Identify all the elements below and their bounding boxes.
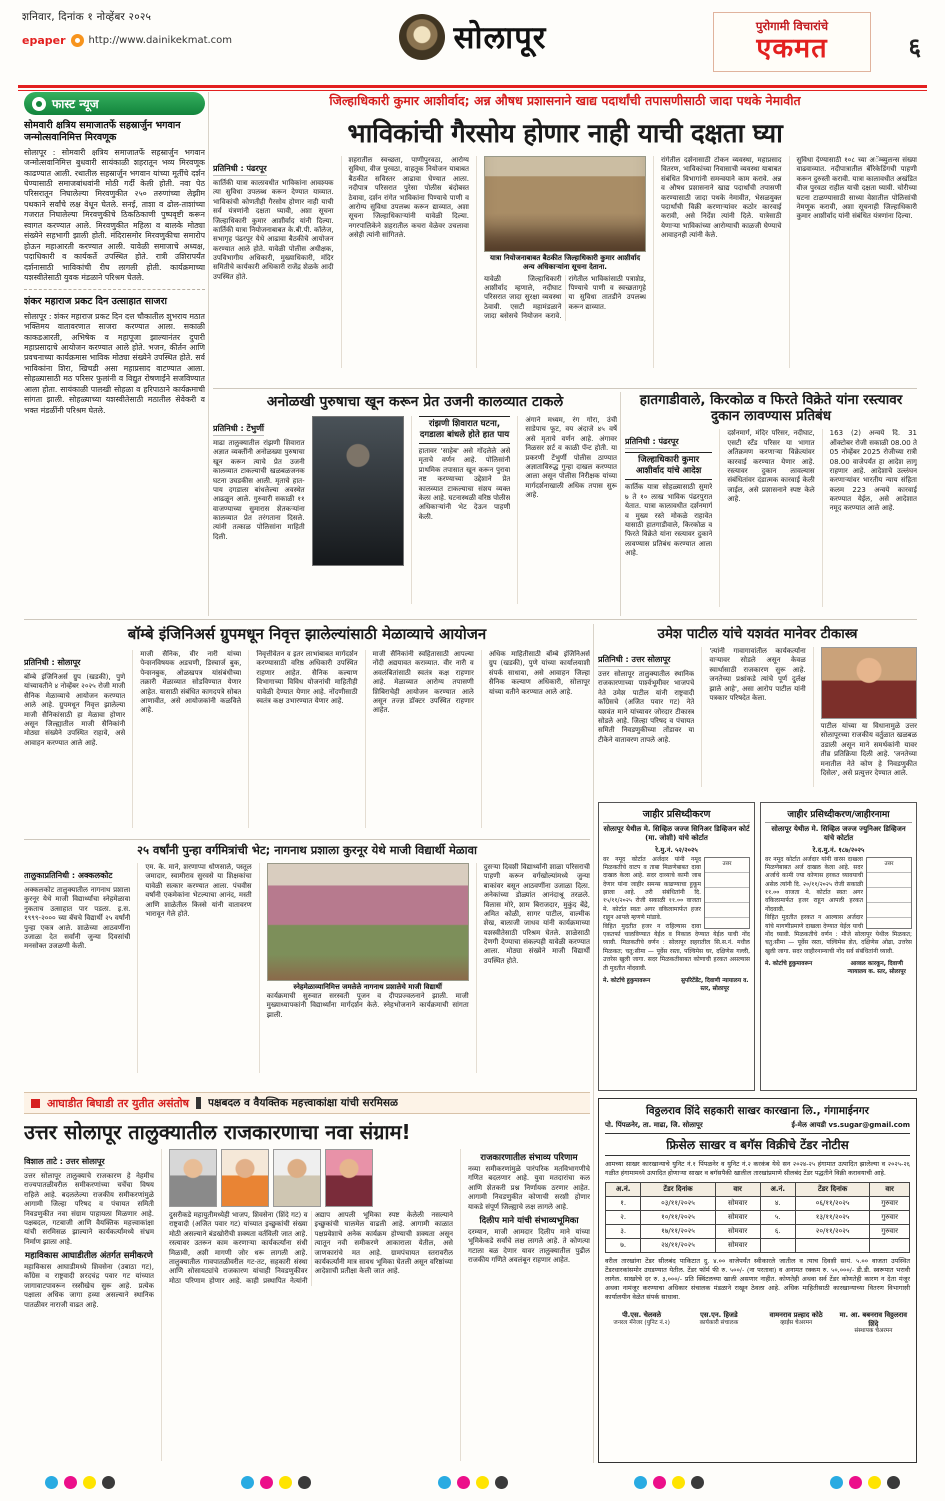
property-sketch [704, 857, 750, 929]
banner-red-text: आघाडीत बिघाडी तर युतीत असंतोष [47, 1096, 189, 1110]
table-cell: ०६/११/२०२५ [796, 1196, 870, 1210]
article-text: यावेळी जिल्हाधिकारी आशीर्वाद म्हणाले, नदीघाट परिसरात जादा सुरक्षा व्यवस्था ठेवावी. एसटी महामंडळाने जादा बसेसचे नियोजन करावे. रांगेतील भाविकांसाठी पत्राशेड, पिण्याचे पाणी व स्वच्छतागृहे या सुविधा तातडीने उपलब्ध करून द्याव्यात. [484, 274, 646, 320]
reunion-article [24, 843, 590, 1086]
notice-signature: मे. कोर्टाचे हुकुमावरून [603, 977, 651, 984]
table-cell: १. [606, 1196, 641, 1210]
brand-name: एकमत [756, 33, 828, 64]
byline: तालुकाप्रतिनिधी : अक्कलकोट [24, 870, 112, 883]
article-text: शहरातील स्वच्छता, पाणीपुरवठा, आरोग्य सुविधा, वीज पुरवठा, वाहतूक नियोजन याबाबत बैठकीत सविस्तर आढावा घेण्यात आला. नदीपात्र परिसरात पुरेसा पोलीस बंदोबस्त ठेवावा, दर्शन रांगेत भाविकांना पिण्याचे पाणी व आरोग्य सुविधा उपलब्ध करून द्याव्यात, अशा सूचना जिल्हाधिकाऱ्यांनी यावेळी दिल्या. नगरपालिकेने शहरातील कचरा वेळेवर उचलावा असेही त्यांनी सांगितले. [348, 156, 469, 239]
table-header: टेंडर दिनांक [641, 1182, 715, 1196]
article-text: माढा तालुक्यातील रांझणी शिवारात अज्ञात व्यक्तींनी अनोळख्या पुरुषाचा खून करून त्याचे प्रेत उजनी कालव्यात टाकल्याची खळबळजनक घटना उघडकीस आली. मृताचे हात-पाय दगडाला बांधलेल्या अवस्थेत आढळून आले. गुरुवारी सकाळी ११ वाजण्याच्या सुमारास शेतकऱ्यांना कालव्यात प्रेत तरंगताना दिसले. त्यांनी तत्काळ पोलिसांना माहिती दिली. [213, 439, 305, 541]
article-text: अक्कलकोट तालुक्यातील नागनाथ प्रशाला कुरनूर येथे माजी विद्यार्थ्यांचा स्नेहमेळावा नुकताच उत्साहात पार पडला. इ.स. १९९९-२००० च्या बॅचचे विद्यार्थी २५ वर्षांनी पुन्हा एकत्र आले. शाळेच्या आठवणींना उजाळा देत सर्वांनी जुन्या दिवसांची मनसोक्त उजळणी केली. [24, 886, 131, 951]
article-text: एम. के. माने, शरणाप्पा धोणसाले, पस्तूल जमादार, स्वामीराव सुरवसे या शिक्षकांचा यावेळी सत्कार करण्यात आला. पंचवीस वर्षांनी एकमेकांना भेटल्याचा आनंद, मस्ती आणि शाळेतील किस्से यांनी वातावरण भारावून गेले होते. [145, 863, 252, 918]
cyan-dot-icon [241, 1476, 254, 1489]
murder-article [213, 392, 617, 616]
black-dot-icon [887, 1476, 900, 1489]
politician-photo [221, 1149, 269, 1207]
table-cell: सोमवार [715, 1196, 760, 1210]
politics-article [24, 1118, 590, 1463]
organization-email: ई-मेल आयडी vs.sugar@gmail.com [791, 1121, 910, 1129]
umesh-patil-photo [821, 647, 917, 719]
table-row [606, 1238, 910, 1252]
fast-news-title: फास्ट न्यूज [52, 97, 99, 111]
article-headline: हातगाडीवाले, किरकोळ व फिरते विक्रेते यांना रस्त्यावर दुकान लावण्यास प्रतिबंध [639, 392, 903, 425]
brand-box [713, 12, 871, 72]
column-rule [620, 392, 621, 616]
lead-kicker: जिल्हाधिकारी कुमार आशीर्वाद; अन्न औषध प्रशासनाने खाद्य पदार्थांची तपासणीसाठी जादा पथके नेमावीत [329, 93, 801, 108]
registration-dot-group [438, 1476, 508, 1489]
article-text: 'त्यांनी गावागावांतील कार्यकर्त्यांना वाऱ्यावर सोडले असून केवळ स्वार्थासाठी राजकारण सुरू आहे. जनतेच्या प्रश्नांकडे त्यांचे पूर्ण दुर्लक्ष झाले आहे', असा आरोप पाटील यांनी पत्रकार परिषदेत केला. [709, 647, 806, 702]
divider [213, 388, 917, 389]
notice-text: वर नमूद कोर्टात अर्जदार यांनी वारस दाखला मिळणेबाबत अर्ज दाखल केला आहे. सदर अर्जाचे कामी ज्या कोणास हरकत घ्यावयाची असेल त्यांनी दि. २०/११/२०२५ रोजी सकाळी ११.०० वाजता मे. कोर्टात स्वतः अगर वकिलामार्फत हजर राहून आपली हरकत नोंदवावी. [765, 855, 863, 913]
table-cell: २. [606, 1210, 641, 1224]
legal-notice [598, 802, 755, 1091]
signatory-role: जनरल मॅनेजर (युनिट नं.२) [613, 1319, 670, 1326]
fast-news-headline: शंकर महाराज प्रकट दिन उत्साहात साजरा [24, 296, 167, 308]
notice-title: जाहीर प्रसिध्दीकरण [603, 807, 750, 823]
article-text: कार्तिकी यात्रा कालावधीत भाविकांना आवश्यक त्या सुविधा उपलब्ध करून देण्यात याव्यात. भाविकांची कोणतीही गैरसोय होणार नाही याची सर्व यंत्रणांनी दक्षता घ्यावी, अशा सूचना जिल्हाधिकारी कुमार आशीर्वाद यांनी दिल्या. कार्तिकी यात्रा नियोजनाबाबत के.बी.पी. कॉलेज, सभागृह पंढरपूर येथे आढावा बैठकीचे आयोजन करण्यात आले होते. यावेळी पोलीस अधीक्षक, उपविभागीय अधिकारी, मुख्याधिकारी, मंदिर समितीचे कार्यकारी अधिकारी राजेंद्र शेळके आदी उपस्थित होते. [213, 179, 334, 281]
article-text: माजी सैनिक, वीर नारी यांच्या पेन्शनविषयक अडचणी, डिस्चार्ज बुक, पेन्शनबुक, ओळखपत्र यांसंबंधीच्या तक्रारी मेळाव्यात सोडविण्यात येणार आहेत. यासाठी संबंधित कागदपत्रे सोबत आणावीत, असे आयोजकांनी कळविले आहे. [140, 650, 242, 715]
magenta-dot-icon [457, 1476, 470, 1489]
article-headline: बॉम्बे इंजिनिअर्स ग्रुपमधून निवृत्त झालेल्यांसाठी मेळाव्याचे आयोजन [127, 625, 487, 643]
article-text: महाविकास आघाडीमध्ये शिवसेना (उबाठा गट), काँग्रेस व राष्ट्रवादी शरदचंद्र पवार गट यांच्यात जागावाटपावरून रस्सीखेच सुरू आहे. प्रत्येक पक्षाला अधिक जागा हव्या असल्याने स्थानिक पातळीवर नाराजी वाढत आहे. [24, 1263, 154, 1309]
sketch-label: उत्तर [722, 860, 732, 867]
table-row [606, 1224, 910, 1238]
lead-headline: भाविकांची गैरसोय होणार नाही याची दक्षता घ्या [347, 119, 783, 149]
yellow-dot-icon [83, 1476, 96, 1489]
black-dot-icon [298, 1476, 311, 1489]
table-cell [796, 1238, 870, 1252]
sketch-label: उत्तर [884, 860, 894, 867]
sub-headline: महाविकास आघाडीतील अंतर्गत समीकरणे [25, 1251, 153, 1261]
article-text: सुविधा देण्यासाठी १०८ च्या अॅम्ब्युलन्स संख्या वाढवाव्यात. नदीपात्रातील बॅरिकेडिंगची पाहणी करून दुरुस्ती करावी. यात्रा कालावधीत अखंडित वीज पुरवठा राहील याची दक्षता घ्यावी. चोरीच्या घटना टाळण्यासाठी साध्या वेशातील पोलिसांची नेमणूक करावी, अशा सूचनाही जिल्हाधिकारी कुमार आशीर्वाद यांनी संबंधित यंत्रणांना दिल्या. [796, 156, 917, 221]
article-text: 163 (2) अन्वये दि. 31 ऑक्टोबर रोजी सकाळी 08.00 ते 05 नोव्हेंबर 2025 रोजीच्या रात्री 08.00 वाजेपर्यंत हा आदेश लागू राहणार आहे. आदेशाचे उल्लंघन करणाऱ्यांवर भारतीय न्याय संहिता कलम 223 अन्वये कारवाई करण्यात येईल, असे आदेशात नमूद करण्यात आले आहे. [829, 429, 917, 513]
table-cell: सोमवार [715, 1238, 760, 1252]
byline: प्रतिनिधी : टेंभुर्णी [213, 423, 264, 436]
article-headline: उमेश पाटील यांचे यशवंत मानेवर टीकास्त्र [657, 626, 858, 642]
sub-headline: राजकारणातील संभाव्य परिणाम [480, 1153, 578, 1163]
tender-terms: वरील तारखांना टेंडर सीलबंद पाकिटात दु. ४.०० वाजेपर्यंत स्वीकारले जातील व त्याच दिवशी सायं. ५.०० वाजता उपस्थित टेंडरधारकांसमोर उघडण्यात येतील. टेंडर फॉर्म फी रु. ५००/- (ना परतावा) व अनामत रक्कम रु. ५०,०००/- डी.डी. स्वरूपात भरावी लागेल. साखरेचे दर रु. ३,०००/- प्रति क्विंटलच्या खाली असणार नाहीत. कोणतेही अथवा सर्व टेंडर कोणतेही कारण न देता मंजूर अथवा नामंजूर करण्याचा अधिकार संचालक मंडळाने राखून ठेवला आहे. अधिक माहितीसाठी कारखान्याच्या वितरण विभागाशी कार्यालयीन वेळेत संपर्क साधावा. [605, 1256, 910, 1301]
article-text: उत्तर सोलापूर तालुक्याचे राजकारण हे नेहमीच राज्यपातळीवरील समीकरणांच्या चर्चेचा विषय राहिले आहे. बदललेल्या राजकीय समीकरणांमुळे आगामी जिल्हा परिषद व पंचायत समिती निवडणुकीत नवा संग्राम पाहायला मिळणार आहे. पक्षबदल, गटबाजी आणि वैयक्तिक महत्त्वाकांक्षा यांची सरमिसळ झाल्याने कार्यकर्त्यांमध्ये संभ्रम निर्माण झाला आहे. [24, 1172, 154, 1246]
table-cell: गुरुवार [870, 1196, 910, 1210]
table-header: अ.नं. [606, 1182, 641, 1196]
notice-court: सोलापूर येथील मे. सिव्हिल जज्ज ज्युनिअर डिव्हिजन यांचे कोर्टात [771, 825, 906, 842]
black-dot-icon [495, 1476, 508, 1489]
notice-text: वर नमूद कोर्टात अर्जदार यांनी नमूद मिळकतीचे वाटप व ताबा मिळणेबाबत दावा दाखल केला आहे. सदर दाव्याचे कामी जाब देणार यांना जाहीर समन्स काढण्याचा हुकूम झाला आहे. तरी संबंधितांनी दि. १५/११/२०२५ रोजी सकाळी ११.०० वाजता मे. कोर्टात स्वतः अगर वकिलामार्फत हजर राहून आपले म्हणणे मांडावे. [603, 855, 701, 922]
fast-news-body: सोलापूर : शंकर महाराज प्रकट दिन दत्त चौकातील शुभराय मठात भक्तिमय वातावरणात साजरा करण्यात आला. सकाळी काकडआरती, अभिषेक व महापूजा झाल्यानंतर दुपारी महाप्रसादाचे आयोजन करण्यात आले होते. भजन, कीर्तन आणि प्रवचनाच्या कार्यक्रमास भाविक मोठ्या संख्येने उपस्थित होते. सर्व भाविकांना शिरा, खिचडी असा महाप्रसाद वाटण्यात आला. सोहळ्यासाठी मठ परिसर फुलांनी व विद्युत रोषणाईने सजविण्यात आला होता. सायंकाळी पालखी सोहळा व हरिपाठाने कार्यक्रमाची सांगता झाली. सोहळ्याच्या यशस्वीतेसाठी मठातील सेवेकरी व भक्त मंडळींनी परिश्रम घेतले. [24, 311, 205, 415]
table-row [606, 1210, 910, 1224]
epaper-icon [71, 34, 84, 47]
politics-banner [24, 1092, 590, 1114]
tender-notice [598, 1098, 917, 1463]
byline: प्रतिनिधी : पंढरपूर [625, 436, 679, 449]
divider [24, 619, 917, 620]
umesh-patil-article [598, 624, 917, 798]
notice-case-number: रे.द.मु.नं. १८७/२०२५ [812, 845, 865, 854]
signatory-name: पी.एस. चेलवले [622, 1310, 662, 1319]
yellow-dot-icon [672, 1476, 685, 1489]
column-rule [208, 92, 209, 616]
fast-news-item [24, 296, 205, 416]
photo-caption: स्नेहमेळाव्यानिमित्त जमलेले नागनाथ प्रशालेचे माजी विद्यार्थी [293, 983, 442, 991]
table-cell: सोमवार [715, 1224, 760, 1238]
notice-signature: मे. कोर्टाचे हुकुमावरून [765, 961, 813, 968]
article-text: बॉम्बे इंजिनिअर्स ग्रुप (खडकी), पुणे यांच्यावतीने ४ नोव्हेंबर २०२५ रोजी माजी सैनिक मेळाव्याचे आयोजन करण्यात आले आहे. ग्रुपमधून निवृत्त झालेल्या माजी सैनिकांसाठी हा मेळावा होणार असून जिल्ह्यातील माजी सैनिकांनी मोठ्या संख्येने उपस्थित राहावे, असे आवाहन करण्यात आले आहे. [24, 673, 126, 747]
notice-text: विहित मुदतीत हरकत न आल्यास अर्जदार यांचे मागणीप्रमाणे दाखला देण्यात येईल याची नोंद घ्यावी. मिळकतीचे वर्णन : मौजे सोलापूर येथील मिळकत; चतु:सीमा — पूर्वेस रस्ता, पश्चिमेस शेत, दक्षिणेस ओढा, उत्तरेस खुली जागा. सदर जाहीरनाम्याची नोंद सर्व संबंधितांनी घ्यावी. [765, 914, 912, 955]
table-cell [870, 1238, 910, 1252]
property-sketch [866, 857, 912, 929]
divider [24, 839, 590, 840]
article-text: दुसरीकडे महायुतीमध्येही भाजप, शिवसेना (शिंदे गट) व राष्ट्रवादी (अजित पवार गट) यांच्यात इच्छुकांची संख्या मोठी असल्याने बंडखोरीची शक्यता वर्तविली जात आहे. रस्त्यावर उतरून काम करणाऱ्या कार्यकर्त्यांना संधी मिळावी, अशी मागणी जोर धरू लागली आहे. तालुक्यातील गावपातळीवरील गट-तट, सहकारी संस्था आणि सोसायट्यांचे राजकारण यांचाही निवडणुकीवर मोठा परिणाम होणार आहे. काही प्रस्थापित नेत्यांनी अद्याप आपली भूमिका स्पष्ट केलेली नसल्याने इच्छुकांची घालमेल वाढली आहे. आगामी काळात पक्षप्रवेशाचे अनेक कार्यक्रम होण्याची शक्यता असून त्यातून नवी समीकरणे आकाराला येतील, असे जाणकारांचे मत आहे. ग्रामपंचायत स्तरावरील कार्यकर्त्यांनी मात्र सावध भूमिका घेतली असून वरिष्ठांच्या आदेशाची प्रतीक्षा केली जात आहे. [169, 1211, 453, 1285]
byline: प्रतिनिधी : उत्तर सोलापूर [598, 654, 670, 667]
reunion-group-photo [267, 863, 469, 981]
magenta-dot-icon [653, 1476, 666, 1489]
cyan-dot-icon [45, 1476, 58, 1489]
article-text: माजी सैनिकांनी स्वहितासाठी आपल्या नोंदी अद्ययावत कराव्यात. वीर नारी व अवलंबितांसाठी स्वतंत्र कक्ष राहणार आहे. मेळाव्यात आरोग्य तपासणी शिबिराचेही आयोजन करण्यात आले असून तज्ज्ञ डॉक्टर उपस्थित राहणार आहेत. [372, 650, 474, 715]
fast-news-body: सोलापूर : सोमवारी क्षत्रिय समाजातर्फे सहस्रार्जुन भगवान जन्मोत्सवानिमित्त बुधवारी सायंकाळी शहरातून भव्य मिरवणूक काढण्यात आली. रथातील सहस्रार्जुन भगवान यांच्या मूर्तीचे दर्शन घेण्यासाठी समाजबांधवांनी मोठी गर्दी केली होती. नवा पेठ परिसरातून निघालेल्या मिरवणुकीत २५० तरुणांच्या लेझीम पथकाने सर्वांचे लक्ष वेधून घेतले. सनई, ताशा व ढोल-ताशांच्या गजरात निघालेल्या मिरवणुकीचे ठिकठिकाणी पुष्पवृष्टी करून स्वागत करण्यात आले. मिरवणुकीत महिला व बालके मोठ्या संख्येने सहभागी झाली होती. मंदिरासमोर मिरवणुकीचा समारोप होऊन महाआरती करण्यात आली. यावेळी समाजाचे अध्यक्ष, पदाधिकारी व कार्यकर्ते उपस्थित होते. रात्री उशिरापर्यंत दर्शनासाठी भाविकांची रीघ लागली होती. कार्यक्रमाच्या यशस्वीतेसाठी युवक मंडळाने परिश्रम घेतले. [24, 147, 205, 282]
notice-court: सोलापूर येथील मे. सिव्हिल जज्ज सिनिअर डिव्हिजन कोर्ट (मा. जोशी) यांचे कोर्टात [603, 825, 750, 842]
byline: प्रतिनिधी : सोलापूर [24, 657, 80, 670]
epaper-label[interactable]: epaper [22, 34, 66, 47]
registration-dot-group [830, 1476, 900, 1489]
signatory-name: एस.एन. हिजडे [700, 1310, 738, 1319]
signatory-role: व्हाईस चेअरमन [780, 1319, 813, 1326]
article-text: पाटील यांच्या या विधानामुळे उत्तर सोलापूरच्या राजकीय वर्तुळात खळबळ उडाली असून माने समर्थकांनी यावर तीव्र प्रतिक्रिया दिली आहे. 'जनतेच्या मनातील नेते कोण हे निवडणुकीत दिसेल', असे प्रत्युत्तर देण्यात आले. [820, 722, 917, 777]
fast-news-headline: सोमवारी क्षत्रिय समाजातर्फे सहस्रार्जुन भगवान जन्मोत्सवानिमित्त मिरवणूक [24, 120, 181, 144]
header-rule [18, 85, 927, 91]
magenta-dot-icon [64, 1476, 77, 1489]
signatory-name: वामनराव प्रल्हाद कोठे [769, 1310, 823, 1319]
page-header [18, 6, 927, 82]
table-header: अ.नं. [760, 1182, 795, 1196]
table-cell: ३. [606, 1224, 641, 1238]
crime-scene-photo [312, 416, 404, 566]
column-rule [593, 624, 594, 1463]
divider [24, 289, 205, 290]
politician-photo [325, 1149, 373, 1207]
politician-photos [169, 1149, 453, 1207]
notice-signature: सुपरिटेंडेंट, दिवाणी न्यायालय व. स्तर, सोलापूर [680, 977, 749, 992]
vendor-ban-article [625, 392, 917, 616]
black-dot-icon [102, 1476, 115, 1489]
tender-subject: फ्रिसेल साखर व बगॅस विक्रीचे टेंडर नोटीस [605, 1133, 910, 1156]
table-cell: ६. [760, 1224, 795, 1238]
registration-dot-group [241, 1476, 311, 1489]
meeting-photo [484, 156, 646, 252]
signatory [837, 1311, 910, 1336]
signatory [605, 1311, 678, 1336]
article-text: उत्तर सोलापूर तालुक्यातील स्थानिक राजकारणाच्या पार्श्वभूमीवर भाजपचे नेते उमेश पाटील यांनी राष्ट्रवादी काँग्रेसचे (अजित पवार गट) नेते यशवंत माने यांच्यावर जोरदार टीकास्त्र सोडले आहे. जिल्हा परिषद व पंचायत समिती निवडणुकीच्या तोंडावर या टीकेने वातावरण तापले आहे. [598, 670, 695, 744]
table-row [606, 1196, 910, 1210]
signatory [760, 1311, 833, 1336]
table-header: वार [870, 1182, 910, 1196]
black-dot-icon [691, 1476, 704, 1489]
fast-news-icon [32, 97, 46, 111]
masthead-logo-icon [399, 14, 445, 60]
table-cell [760, 1238, 795, 1252]
magenta-dot-icon [260, 1476, 273, 1489]
cyan-dot-icon [830, 1476, 843, 1489]
yellow-dot-icon [279, 1476, 292, 1489]
fast-news-item [24, 120, 205, 283]
website-link[interactable]: http://www.dainikekmat.com [88, 35, 233, 46]
banner-bullet-icon [31, 1099, 40, 1108]
article-text: दर्शनमार्ग, मंदिर परिसर, नदीघाट, एसटी स्टँड परिसर या भागात अतिक्रमण करणाऱ्या विक्रेत्यांवर कारवाई करण्यात येणार आहे. रस्त्यावर दुकान लावल्यास संबंधितांवर दंडात्मक कारवाई केली जाईल, असे प्रशासनाने स्पष्ट केले आहे. [727, 429, 815, 503]
notice-text: विहित मुदतीत हजर न राहिल्यास दावा एकतर्फा चालविण्यात येईल व निकाल देण्यात येईल याची नोंद घ्यावी. मिळकतीचे वर्णन : सोलापूर शहरातील सि.स.नं. मधील मिळकत; चतु:सीमा — पूर्वेस रस्ता, पश्चिमेस घर, दक्षिणेस गल्ली, उत्तरेस खुली जागा. सदर मिळकतीबाबत कोणाची हरकत असल्यास ती मुदतीत नोंदवावी. [603, 922, 750, 972]
date-block [22, 10, 232, 47]
sub-headline: दिलीप माने यांची संभाव्यभूमिका [479, 1215, 579, 1226]
signatory [682, 1311, 755, 1336]
banner-separator-icon [196, 1097, 201, 1109]
article-text: अधिक माहितीसाठी बॉम्बे इंजिनिअर्स ग्रुप (खडकी), पुणे यांच्या कार्यालयाशी संपर्क साधावा, असे आवाहन जिल्हा सैनिक कल्याण अधिकारी, सोलापूर यांच्या वतीने करण्यात आले आहे. [488, 650, 590, 696]
legal-notices [598, 802, 917, 1091]
photo-caption: यात्रा नियोजनाबाबत बैठकीत जिल्हाधिकारी कुमार आशीर्वाद अन्य अधिकाऱ्यांना सूचना देताना. [489, 254, 641, 271]
page-number: ६ [908, 33, 921, 61]
article-text: नव्या समीकरणांमुळे पारंपरिक मतविभागणीचे गणित बदलणार आहे. युवा मतदारांचा कल आणि शेतकरी प्रश्न निर्णायक ठरणार आहेत. आगामी निवडणुकीत कोणाची सरशी होणार याकडे संपूर्ण जिल्ह्याचे लक्ष लागले आहे. [468, 1165, 590, 1211]
tender-intro: आमच्या साखर कारखान्याचे युनिट नं.१ पिंपळनेर व युनिट नं.२ करकंब येथे सन २०२४-२५ हंगामात उत्पादित झालेल्या व २०२५-२६ गळीत हंगामामध्ये उत्पादित होणाऱ्या साखर व बगॅसपैकी खालील तारखांप्रमाणे सीलबंद टेंडर पद्धतीने विक्री करावयाची आहे. [605, 1160, 910, 1177]
article-text: दुसऱ्या दिवशी विद्यार्थ्यांनी शाळा परिसराची पाहणी करून वर्गखोल्यांमध्ये जुन्या बाकांवर बसून आठवणींना उजाळा दिला. अनेकांच्या डोळ्यांत आनंदाश्रू तरळले. विलास मोरे, शाम बिराजदार, मुकुंद बेंद्रे, अमित कोळी, सागर पाटील, वाल्मीक शेख, बालाजी जाधव यांनी कार्यक्रमाच्या यशस्वीतेसाठी परिश्रम घेतले. शाळेसाठी देणगी देण्याचा संकल्पही यावेळी करण्यात आला. मोठ्या संख्येने माजी विद्यार्थी उपस्थित होते. [483, 863, 590, 965]
table-cell: ५. [760, 1210, 795, 1224]
byline: विशाल ताटे : उत्तर सोलापूर [24, 1156, 105, 1169]
cyan-dot-icon [438, 1476, 451, 1489]
table-header: वार [715, 1182, 760, 1196]
yellow-dot-icon [476, 1476, 489, 1489]
byline: प्रतिनिधी : पंढरपूर [213, 163, 267, 176]
table-cell: ४. [760, 1196, 795, 1210]
notice-title: जाहीर प्रसिध्दीकरण/जाहीरनामा [765, 807, 912, 823]
registration-dot-group [634, 1476, 704, 1489]
table-cell: १७/११/२०२५ [641, 1224, 715, 1238]
table-cell: ७. [606, 1238, 641, 1252]
table-cell: २०/११/२०२५ [796, 1224, 870, 1238]
article-headline: अनोळखी पुरुषाचा खून करून प्रेत उजनी कालव्यात टाकले [266, 394, 564, 410]
signatory-name: मा. आ. बबनराव विठ्ठलराव शिंदे [839, 1310, 908, 1328]
table-header: टेंडर दिनांक [796, 1182, 870, 1196]
organization-name: विठ्ठलराव शिंदे सहकारी साखर कारखाना लि., गंगामाईनगर [646, 1105, 869, 1117]
article-text: रांगेतील दर्शनासाठी टोकन व्यवस्था, महाप्रसाद वितरण, भाविकांच्या निवासाची व्यवस्था याबाबत संबंधित विभागांनी समन्वयाने काम करावे. अन्न व औषध प्रशासनाने खाद्य पदार्थांची तपासणी करण्यासाठी जादा पथके नेमावीत, भेसळयुक्त पदार्थांची विक्री करणाऱ्यांवर कठोर कारवाई करावी, असे निर्देश त्यांनी दिले. यात्रेसाठी येणाऱ्या भाविकांच्या आरोग्याची काळजी घेण्याचे आवाहनही त्यांनी केले. [661, 156, 782, 239]
article-text: कार्यक्रमाची सुरुवात सरस्वती पूजन व दीपप्रज्वलनाने झाली. माजी मुख्याध्यापकांनी विद्यार्थ्यांना मार्गदर्शन केले. स्नेहभोजनाने कार्यक्रमाची सांगता झाली. [266, 991, 469, 1019]
table-cell: गुरुवार [870, 1210, 910, 1224]
article-text: दरम्यान, माजी आमदार दिलीप माने यांच्या भूमिकेकडे सर्वांचे लक्ष लागले आहे. ते कोणत्या गटाला बळ देणार यावर तालुक्यातील पुढील राजकीय गणिते अवलंबून राहणार आहेत. [468, 1227, 590, 1264]
sub-headline: रांझणी शिवारात घटना, दगडाला बांधले होते हात पाय [419, 416, 511, 444]
table-cell: गुरुवार [870, 1224, 910, 1238]
registration-dot-group [45, 1476, 115, 1489]
table-cell: १३/११/२०२५ [796, 1210, 870, 1224]
signatory-role: संस्थापक चेअरमन [854, 1328, 893, 1335]
politician-photo [273, 1149, 321, 1207]
registration-marks [45, 1476, 900, 1489]
article-text: कार्तिक यात्रा सोहळ्यासाठी सुमारे ७ ते १० लाख भाविक पंढरपुरात येतात. यात्रा कालावधीत दर्शनमार्ग व मुख्य रस्ते मोकळे राहावेत यासाठी हातगाडीवाले, किरकोळ व फिरते विक्रेते यांना रस्त्यावर दुकाने लावण्यास प्रतिबंध करण्यात आला आहे. [625, 483, 713, 558]
article-headline: उत्तर सोलापूर तालुक्यातील राजकारणाचा नवा संग्राम! [24, 1120, 411, 1144]
masthead [399, 14, 547, 60]
article-headline: २५ वर्षांनी पुन्हा वर्गमित्रांची भेट; नागनाथ प्रशाला कुरनूर येथे माजी विद्यार्थी मेळावा [137, 843, 477, 857]
fast-news-header [24, 92, 205, 115]
legal-notice [760, 802, 917, 1091]
table-cell: १०/११/२०२५ [641, 1210, 715, 1224]
masthead-title: सोलापूर [453, 20, 547, 56]
cyan-dot-icon [634, 1476, 647, 1489]
brand-tagline: पुरोगामी विचारांचे [755, 19, 829, 33]
table-cell: ०३/११/२०२५ [641, 1196, 715, 1210]
notice-case-number: रे.मु.नं. ५२/२०२५ [655, 845, 698, 854]
article-text: निवृत्तीवेतन व इतर लाभांबाबत मार्गदर्शन करण्यासाठी वरिष्ठ अधिकारी उपस्थित राहणार आहेत. सैनिक कल्याण विभागाच्या विविध योजनांची माहितीही यावेळी देण्यात येणार आहे. नोंदणीसाठी स्वतंत्र कक्ष उभारण्यात येणार आहे. [256, 650, 358, 705]
tender-date-table [605, 1182, 910, 1253]
date-line: शनिवार, दिनांक १ नोव्हेंबर २०२५ [22, 11, 152, 23]
organization-address: पो. पिंपळनेर, ता. माढा, जि. सोलापूर [605, 1121, 703, 1129]
politician-photo [169, 1149, 217, 1207]
table-cell: २४/११/२०२५ [641, 1238, 715, 1252]
table-cell: सोमवार [715, 1210, 760, 1224]
banner-black-text: पक्षबदल व वैयक्तिक महत्त्वाकांक्षा यांची सरमिसळ [207, 1097, 398, 1109]
signatory-role: कार्यकारी संचालक [699, 1319, 739, 1326]
yellow-dot-icon [868, 1476, 881, 1489]
sub-headline: जिल्हाधिकारी कुमार आशीर्वाद यांचे आदेश [625, 452, 712, 480]
fast-news-panel [24, 92, 205, 622]
lead-article [213, 92, 917, 385]
engineers-article [24, 624, 590, 836]
notice-signature: आव्वल कारकून, दिवाणी न्यायालय क. स्तर, सोलापूर [847, 961, 906, 975]
article-text: अंगाने मध्यम, रंग गोरा, उंची साडेपाच फूट, वय अंदाजे ४५ वर्षे असे मृताचे वर्णन आहे. अंगावर निळसर शर्ट व काळी पॅन्ट होती. या प्रकरणी टेंभुर्णी पोलीस ठाण्यात अज्ञाताविरुद्ध गुन्हा दाखल करण्यात आला असून पोलीस निरीक्षक यांच्या मार्गदर्शनाखाली अधिक तपास सुरू आहे. [525, 416, 617, 499]
magenta-dot-icon [849, 1476, 862, 1489]
article-text: हातावर 'साहेब' असे गोंदलेले असे मृताचे वर्णन आहे. पोलिसांनी प्राथमिक तपासात खून करून पुरावा नष्ट करण्याच्या उद्देशाने प्रेत कालव्यात टाकल्याचा संशय व्यक्त केला आहे. घटनास्थळी वरिष्ठ पोलीस अधिकाऱ्यांनी भेट देऊन पाहणी केली. [418, 447, 511, 521]
